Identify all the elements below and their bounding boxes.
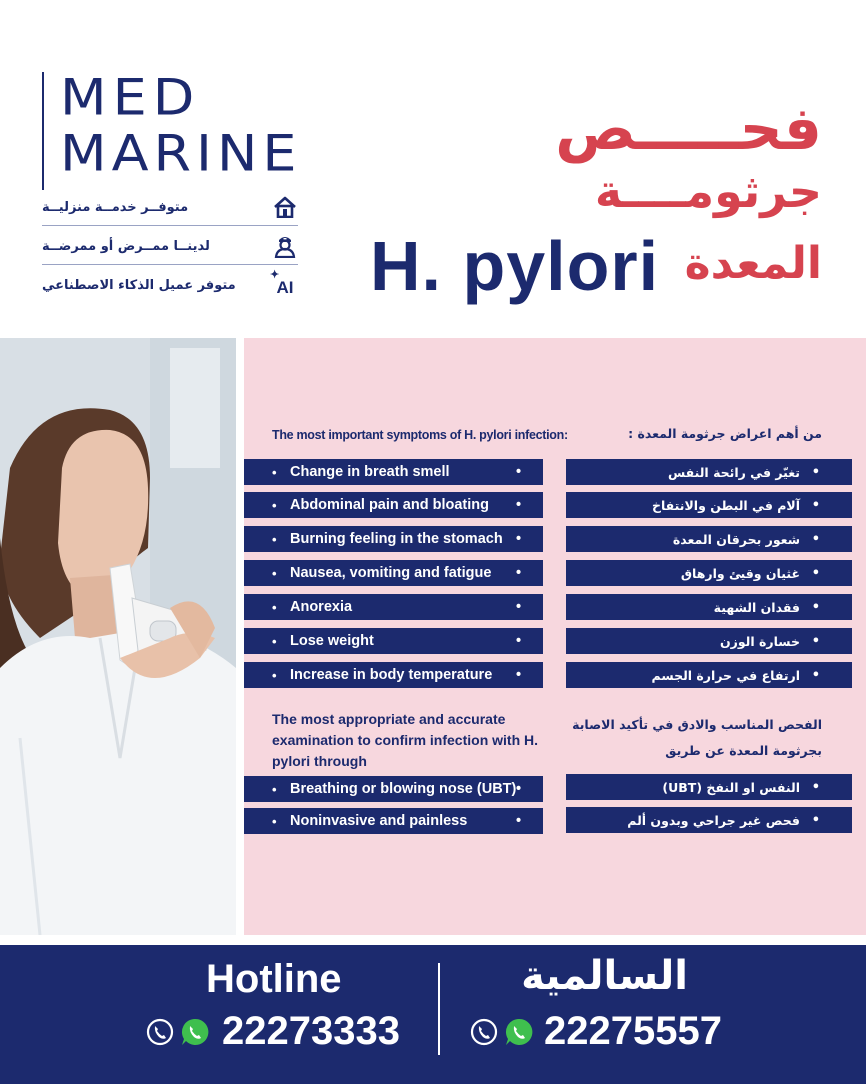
exam-item-en-text: Breathing or blowing nose (UBT) <box>290 781 517 797</box>
logo-word-med: MED <box>60 68 201 127</box>
symptom-ar-text: فقدان الشهية <box>713 599 800 615</box>
feature-ai-agent-text: متوفر عميل الذكاء الاصطناعي <box>42 277 236 293</box>
symptom-en-text: Lose weight <box>290 633 374 649</box>
symptom-en <box>244 560 543 586</box>
symptom-en-text: Change in breath smell <box>290 464 450 480</box>
bullet: • <box>811 565 820 581</box>
feature-nurse-text: لدينــا ممــرض أو ممرضــة <box>42 238 210 254</box>
woman-breath-test-photo <box>0 338 236 935</box>
feature-home-service <box>42 190 298 224</box>
symptom-ar <box>566 662 852 688</box>
symptom-ar <box>566 560 852 586</box>
exam-item-en <box>244 808 543 834</box>
bullet: • • <box>272 599 277 615</box>
symptoms-heading-ar: من أهم اعراض جرثومة المعدة : <box>628 426 822 441</box>
symptom-ar <box>566 526 852 552</box>
symptom-en <box>244 628 543 654</box>
exam-item-en-text: Noninvasive and painless <box>290 813 468 829</box>
symptom-ar-text: تغيّر في رائحة النفس <box>667 464 800 480</box>
bullet: • <box>811 497 820 513</box>
bullet: • <box>811 779 820 795</box>
salmiya-phone[interactable]: 22275557 <box>544 1009 722 1053</box>
feature-ai-agent <box>42 268 298 302</box>
ai-icon: ✦ AI <box>270 269 294 297</box>
exam-paragraph-ar: الفحص المناسب والادق في تأكيد الاصابة بجرثومة المعدة عن طريق <box>572 717 822 758</box>
symptom-ar-text: آلام في البطن والانتفاخ <box>651 497 800 513</box>
symptom-en <box>244 459 543 485</box>
exam-item-ar <box>566 807 852 833</box>
contact-footer <box>0 945 866 1084</box>
hotline-label: Hotline <box>206 957 342 1001</box>
title-en: H. pylori <box>370 227 660 305</box>
logo-word-marine: MARINE <box>60 124 302 183</box>
exam-item-ar-text: فحص غير جراحي وبدون ألم <box>627 812 800 828</box>
symptoms-heading-en: The most important symptoms of H. pylori infection: <box>272 428 568 442</box>
feature-nurse <box>42 229 298 263</box>
symptom-en-text: Anorexia <box>290 599 353 615</box>
symptom-ar-text: ارتفاع في حرارة الجسم <box>651 667 800 683</box>
bullet: • <box>811 464 820 480</box>
symptom-en <box>244 594 543 620</box>
symptom-en <box>244 662 543 688</box>
symptom-ar <box>566 594 852 620</box>
symptom-ar <box>566 459 852 485</box>
symptom-ar <box>566 492 852 518</box>
exam-paragraph-en: The most appropriate and accurate examination to confirm infection with H. pylori through <box>272 711 539 769</box>
title-ar-line2: جرثومــــة <box>594 164 822 218</box>
bullet: • <box>811 531 820 547</box>
ai-icon-label: AI <box>276 278 294 297</box>
salmiya-label: السالمية <box>521 953 688 999</box>
feature-separator <box>42 225 298 226</box>
symptom-en-text: Abdominal pain and bloating <box>290 497 489 513</box>
bullet: • <box>811 633 820 649</box>
hotline-contact-icons <box>146 1017 210 1051</box>
hotline-phone[interactable]: 22273333 <box>222 1009 400 1053</box>
symptom-ar <box>566 628 852 654</box>
bullet: • • <box>272 565 277 581</box>
bullet: • • <box>272 497 277 513</box>
symptom-ar-text: خسارة الوزن <box>719 633 800 649</box>
bullet: • • <box>272 464 277 480</box>
brand-logo <box>42 68 302 184</box>
symptom-en <box>244 526 543 552</box>
salmiya-contact-icons <box>470 1017 534 1051</box>
bullet: • <box>811 667 820 683</box>
exam-item-en <box>244 776 543 802</box>
bullet: • • <box>272 531 277 547</box>
bullet: • • <box>272 813 277 829</box>
phone-icon[interactable] <box>146 1018 174 1050</box>
whatsapp-icon[interactable] <box>504 1017 534 1051</box>
title-ar-line1: فحـــــص <box>555 94 822 164</box>
house-icon <box>272 194 298 220</box>
title-ar-line3: المعدة <box>684 238 822 289</box>
bullet: • <box>811 812 820 828</box>
symptom-ar-text: شعور بحرقان المعدة <box>672 531 800 547</box>
exam-item-ar-text: النفس او النفخ (UBT) <box>662 779 800 795</box>
bullet: • • <box>272 667 277 683</box>
photo-illustration <box>0 338 236 935</box>
exam-item-ar <box>566 774 852 800</box>
bullet: • <box>811 599 820 615</box>
symptom-en-text: Burning feeling in the stomach <box>290 531 503 547</box>
symptom-ar-text: غثيان وقيئ وارهاق <box>680 565 800 581</box>
bullet: • • <box>272 633 277 649</box>
nurse-icon <box>272 233 298 259</box>
feature-home-service-text: متوفــر خدمــة منزليــة <box>42 199 189 215</box>
symptom-en-text: Increase in body temperature <box>290 667 493 683</box>
bullet: • • <box>272 781 277 797</box>
header <box>0 0 866 338</box>
whatsapp-icon[interactable] <box>180 1017 210 1051</box>
feature-separator <box>42 264 298 265</box>
symptom-en <box>244 492 543 518</box>
phone-icon[interactable] <box>470 1018 498 1050</box>
footer-divider <box>438 963 440 1055</box>
symptom-en-text: Nausea, vomiting and fatigue <box>290 565 492 581</box>
